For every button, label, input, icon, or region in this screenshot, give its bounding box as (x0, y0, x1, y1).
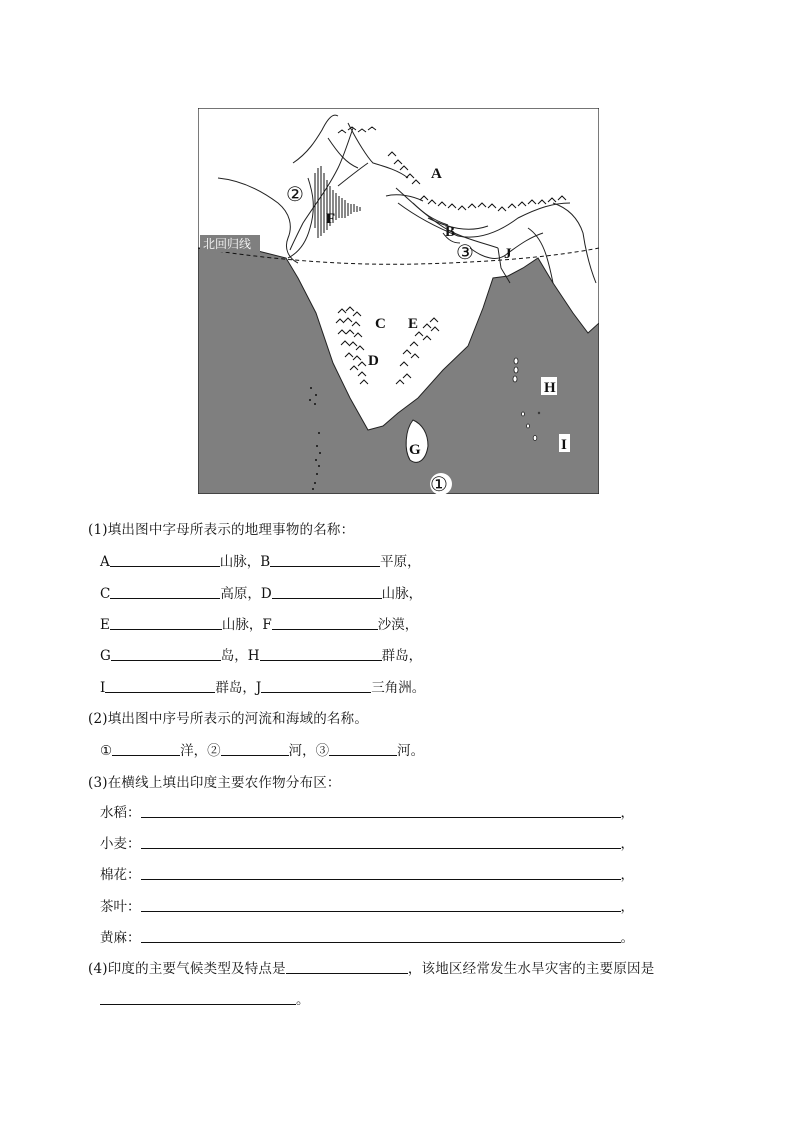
label-I: I (561, 437, 567, 453)
blank-F[interactable] (272, 616, 378, 630)
tropic-label: 北回归线 (203, 237, 252, 251)
blank-2[interactable] (221, 742, 289, 756)
crop-tea: 茶叶： ， (100, 899, 634, 915)
q4-line-1: (4)印度的主要气候类型及特点是 ，该地区经常发生水旱灾害的主要原因是 (88, 961, 655, 977)
label-C: C (375, 316, 386, 332)
q1-line-3: E 山脉，F 沙漠， (100, 617, 419, 633)
label-1: ① (430, 472, 448, 494)
crop-rice: 水稻： ， (100, 805, 634, 821)
blank-E[interactable] (110, 616, 222, 630)
blank-A[interactable] (110, 553, 220, 567)
q3-title: (3)在横线上填出印度主要农作物分布区： (88, 775, 341, 791)
label-3: ③ (456, 240, 474, 264)
blank-cotton[interactable] (141, 866, 621, 880)
blank-B[interactable] (270, 553, 380, 567)
q1-title: (1)填出图中字母所表示的地理事物的名称： (88, 522, 355, 538)
blank-C[interactable] (110, 585, 220, 599)
label-D: D (368, 353, 379, 369)
label-E: E (408, 316, 419, 332)
q1-line-4: G 岛，H 群岛， (100, 648, 423, 664)
label-B: B (445, 224, 456, 240)
blank-3[interactable] (329, 742, 397, 756)
south-asia-map (198, 108, 599, 494)
q2-line: ① 洋，② 河，③ 河。 (100, 743, 425, 759)
blank-J[interactable] (261, 679, 371, 693)
blank-tea[interactable] (141, 898, 621, 912)
q1-line-1: A 山脉，B 平原， (100, 554, 421, 570)
label-2: ② (286, 182, 304, 206)
label-A: A (431, 166, 442, 182)
q1-line-5: I 群岛，J 三角洲。 (100, 680, 426, 696)
crop-wheat: 小麦： ， (100, 836, 634, 852)
blank-1[interactable] (112, 742, 180, 756)
blank-wheat[interactable] (141, 835, 621, 849)
crop-jute: 黄麻： 。 (100, 930, 634, 946)
blank-G[interactable] (111, 647, 221, 661)
label-H: H (544, 380, 556, 396)
blank-rice[interactable] (141, 804, 621, 818)
blank-reason[interactable] (100, 991, 296, 1005)
blank-D[interactable] (272, 585, 382, 599)
q1-line-2: C 高原，D 山脉， (100, 586, 423, 602)
blank-climate[interactable] (286, 960, 408, 974)
crop-cotton: 棉花： ， (100, 867, 634, 883)
blank-I[interactable] (105, 679, 215, 693)
label-F: F (326, 211, 336, 227)
label-J: J (504, 246, 512, 262)
blank-jute[interactable] (141, 929, 621, 943)
q2-title: (2)填出图中序号所表示的河流和海域的名称。 (88, 711, 369, 727)
blank-H[interactable] (260, 647, 382, 661)
label-G: G (409, 442, 421, 458)
q4-line-2: 。 (100, 988, 310, 1008)
